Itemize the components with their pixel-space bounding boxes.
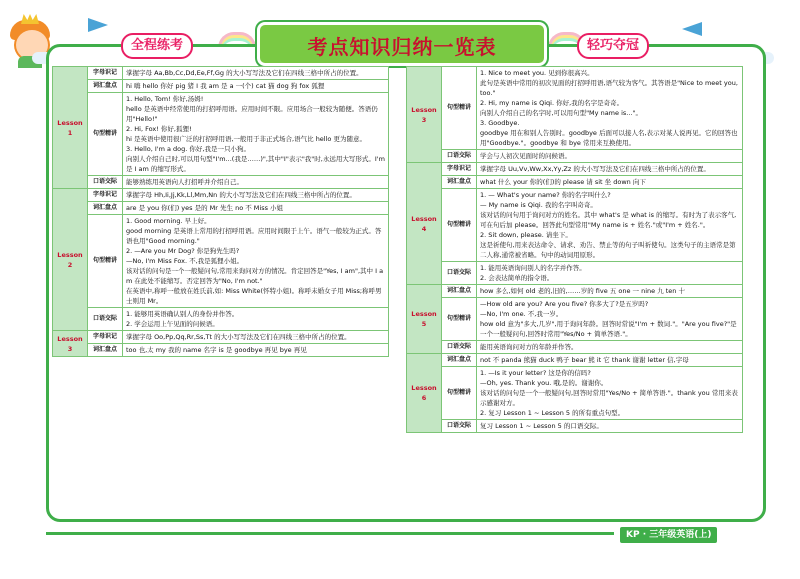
content-line: good morning 是英语上常用的打招呼用语。应用时间限于上午。语气一般较为正式。答语也用"Good morning." (126, 227, 382, 245)
table-row (407, 67, 743, 150)
content-cell (477, 150, 743, 163)
content-line: hello 是英语中经常使用的打招呼用语。应用时间不限。应用场合一般较为随便。答语仍用"Hello!" (126, 105, 378, 123)
category-label: 字母识记 (88, 189, 123, 202)
category-label: 口语交际 (442, 341, 477, 354)
content-line: 2. Hi, my name is Qiqi. 你好,我的名字是奇奇。 (480, 99, 624, 107)
content-line: —No, I'm one. 不,我一岁。 (480, 310, 563, 318)
content-cell (477, 67, 743, 150)
content-line: 能够熟练用英语向人打招呼并介绍自己。 (126, 178, 243, 186)
table-row (53, 202, 389, 215)
content-line: 1. —Is it your letter? 这是你的信吗? (480, 369, 591, 377)
lesson-label: Lesson 2 (53, 189, 88, 331)
content-line: 2. —Are you Mr Dog? 你是狗先生吗? (126, 247, 240, 255)
category-label: 句型精讲 (442, 189, 477, 262)
left-column (52, 66, 389, 357)
category-label: 字母识记 (442, 163, 477, 176)
content-line: not 不 panda 熊猫 duck 鸭子 bear 熊 it 它 thank 谢谢 letter 信,字母 (480, 356, 689, 364)
footer-label: KP · 三年级英语(上) (620, 527, 717, 543)
content-line: 掌握字母 Uu,Vv,Ww,Xx,Yy,Zz 的大小写写法及它们在四线三格中所占的位置。 (480, 165, 710, 173)
content-line: 1. — What's your name? 你的名字叫什么? (480, 191, 611, 199)
table-row (407, 367, 743, 420)
content-cell (477, 367, 743, 420)
table-row (407, 298, 743, 341)
content-line: — My name is Qiqi. 我的名字叫奇奇。 (480, 201, 597, 209)
table-row (53, 80, 389, 93)
content-cell (123, 202, 389, 215)
lesson-label: Lesson 4 (407, 163, 442, 285)
content-cell (477, 189, 743, 262)
table-row (53, 93, 389, 176)
content-line: 1. 能用英语询问别人的名字并作答。 (480, 264, 586, 272)
content-line: 能用英语询问对方的年龄并作答。 (480, 343, 578, 351)
category-label: 词汇盘点 (88, 344, 123, 357)
content-cell (123, 308, 389, 331)
content-cell (477, 262, 743, 285)
content-cell (123, 344, 389, 357)
category-label: 词汇盘点 (442, 354, 477, 367)
crown-icon (21, 14, 39, 24)
badge-right: 轻巧夺冠 (577, 33, 649, 59)
table-row (407, 176, 743, 189)
content-cell (477, 298, 743, 341)
category-label: 字母识记 (88, 67, 123, 80)
content-cell (477, 163, 743, 176)
page-title: 考点知识归纳一览表 (307, 35, 497, 59)
table-row (407, 163, 743, 176)
paper-plane-icon (88, 18, 108, 32)
category-label: 词汇盘点 (442, 176, 477, 189)
content-line: 这是祈使句,用来表达命令、请求、劝告、禁止等的句子叫祈使句。这类句子的主语常是第二人称,通常被省略。句中的动词用原形。 (480, 241, 736, 259)
right-column (406, 66, 743, 433)
content-line: 掌握字母 Aa,Bb,Cc,Dd,Ee,Ff,Gg 的大小写写法及它们在四线三格中所占的位置。 (126, 69, 363, 77)
content-cell (123, 189, 389, 202)
content-line: goodbye 用在和别人告别时。goodbye 后面可以接人名,表示对某人说再见。它的回答也用"Goodbye."。goodbye 和 bye 常用来互换使用。 (480, 129, 738, 147)
category-label: 句型精讲 (442, 67, 477, 150)
content-line: —Oh, yes. Thank you. 哦,是的。谢谢你。 (480, 379, 608, 387)
content-cell (123, 215, 389, 308)
content-line: 复习 Lesson 1 ~ Lesson 5 的口语交际。 (480, 422, 603, 430)
table-row (407, 262, 743, 285)
table-row (407, 189, 743, 262)
category-label: 句型精讲 (88, 93, 123, 176)
lesson-label: Lesson 3 (407, 67, 442, 163)
content-line: hi 是英语中使用很广泛的打招呼用语,一般用于非正式场合,语气比 hello 更为随意。 (126, 135, 366, 143)
table-row (407, 420, 743, 433)
content-cell (477, 420, 743, 433)
content-cell (123, 331, 389, 344)
content-cell (123, 67, 389, 80)
summary-table (406, 66, 743, 433)
table-row (53, 331, 389, 344)
category-label: 字母识记 (88, 331, 123, 344)
content-line: 1. Hello, Tom! 你好,汤姆! (126, 95, 204, 103)
category-label: 口语交际 (442, 150, 477, 163)
content-line: 2. 学会运用上午见面的问候语。 (126, 320, 219, 328)
content-line: 掌握字母 Hh,Ii,Jj,Kk,Ll,Mm,Nn 的大小写写法及它们在四线三格中所占的位置。 (126, 191, 356, 199)
content-cell (477, 341, 743, 354)
content-line: 3. Goodbye. (480, 119, 520, 127)
content-line: 该对话的问句是一个一般疑问句,回答时常用"Yes/No + 简单答语."。thank you 常用来表示感谢对方。 (480, 389, 738, 407)
content-line: 2. 会表达简单的指令语。 (480, 274, 554, 282)
table-row (53, 344, 389, 357)
content-line: 学会与人初次见面时的问候语。 (480, 152, 571, 160)
table-row (53, 308, 389, 331)
category-label: 词汇盘点 (442, 285, 477, 298)
content-line: hi 嗨 hello 你好 pig 猪 I 我 am 是 a 一(个) cat 猫 dog 狗 fox 狐狸 (126, 82, 325, 90)
content-line: 1. Good morning. 早上好。 (126, 217, 211, 225)
content-line: too 也,太 my 我的 name 名字 is 是 goodbye 再见 bye 再见 (126, 346, 307, 354)
content-line: 在英语中,称呼一般放在姓氏前,如: Miss White(怀特小姐)。称呼未婚女子用 Miss;称呼男士则用 Mr。 (126, 287, 382, 305)
content-line: 向别人介绍自己时,可以用句型"I'm...(我是……)",其中"I"表示"我"时,永远用大写形式。I'm 是 I am 的缩写形式。 (126, 155, 385, 173)
category-label: 词汇盘点 (88, 80, 123, 93)
table-row (53, 176, 389, 189)
table-row (407, 341, 743, 354)
table-row (407, 285, 743, 298)
category-label: 词汇盘点 (88, 202, 123, 215)
content-line: what 什么 your 你的(们)的 please 请 sit 坐 down 向下 (480, 178, 646, 186)
category-label: 口语交际 (442, 420, 477, 433)
title-banner (257, 22, 547, 66)
table-row (53, 189, 389, 202)
content-line: how 多么,如何 old 老的,旧的,……岁的 five 五 one 一 nine 九 ten 十 (480, 287, 685, 295)
content-line: 向别人介绍自己的名字时,可以用句型"My name is..."。 (480, 109, 642, 117)
summary-table (52, 66, 389, 357)
content-line: 2. 复习 Lesson 1 ~ Lesson 5 的所有重点句型。 (480, 409, 625, 417)
paper-plane-icon (682, 22, 702, 36)
content-line: 该对话的问句用于询问对方的姓名。其中 what's 是 what is 的缩写。有时为了表示客气,可在句后加 please。回答此句型常用"My name is + 姓名."或"I'm + 姓名."。 (480, 211, 737, 229)
content-cell (123, 176, 389, 189)
category-label: 句型精讲 (442, 367, 477, 420)
content-line: how old 意为"多大,几岁",用于询问年龄。回答时常说"I'm + 数词."。"Are you five?"是一个一般疑问句,回答时常用"Yes/No + 简单答语."。 (480, 320, 737, 338)
lesson-label: Lesson 5 (407, 285, 442, 354)
table-row (53, 67, 389, 80)
content-line: 2. Sit down, please. 请坐下。 (480, 231, 572, 239)
content-cell (477, 176, 743, 189)
content-line: 掌握字母 Oo,Pp,Qq,Rr,Ss,Tt 的大小写写法及它们在四线三格中所占的位置。 (126, 333, 351, 341)
content-line: 2. Hi, Fox! 你好,狐狸! (126, 125, 192, 133)
content-cell (123, 93, 389, 176)
content-line: 该对话的问句是一个一般疑问句,常用来询问对方的情况。肯定回答是"Yes, I am",其中 I am 在此处不能缩写。否定回答为"No, I'm not." (126, 267, 384, 285)
footer-stripe (46, 532, 614, 535)
lesson-label: Lesson 3 (53, 331, 88, 357)
content-line: —No, I'm Miss Fox. 不,我是狐狸小姐。 (126, 257, 244, 265)
badge-left: 全程练考 (121, 33, 193, 59)
lesson-label: Lesson 1 (53, 67, 88, 189)
lesson-label: Lesson 6 (407, 354, 442, 433)
content-line: 1. Nice to meet you. 见到你很高兴。 (480, 69, 594, 77)
category-label: 口语交际 (442, 262, 477, 285)
content-line: —How old are you? Are you five? 你多大了?是五岁吗? (480, 300, 649, 308)
content-line: 3. Hello, I'm a dog. 你好,我是一只小狗。 (126, 145, 250, 153)
content-cell (477, 354, 743, 367)
content-line: 1. 能够用英语确认别人的身份并作答。 (126, 310, 239, 318)
category-label: 句型精讲 (88, 215, 123, 308)
category-label: 口语交际 (88, 308, 123, 331)
content-cell (477, 285, 743, 298)
table-row (407, 150, 743, 163)
table-row (407, 354, 743, 367)
table-row (53, 215, 389, 308)
content-cell (123, 80, 389, 93)
category-label: 句型精讲 (442, 298, 477, 341)
category-label: 口语交际 (88, 176, 123, 189)
content-line: 此句是英语中常用的初次见面的打招呼用语,语气较为客气。其答语是"Nice to meet you, too." (480, 79, 738, 97)
content-line: are 是 you 你(们) yes 是的 Mr 先生 no 不 Miss 小姐 (126, 204, 284, 212)
